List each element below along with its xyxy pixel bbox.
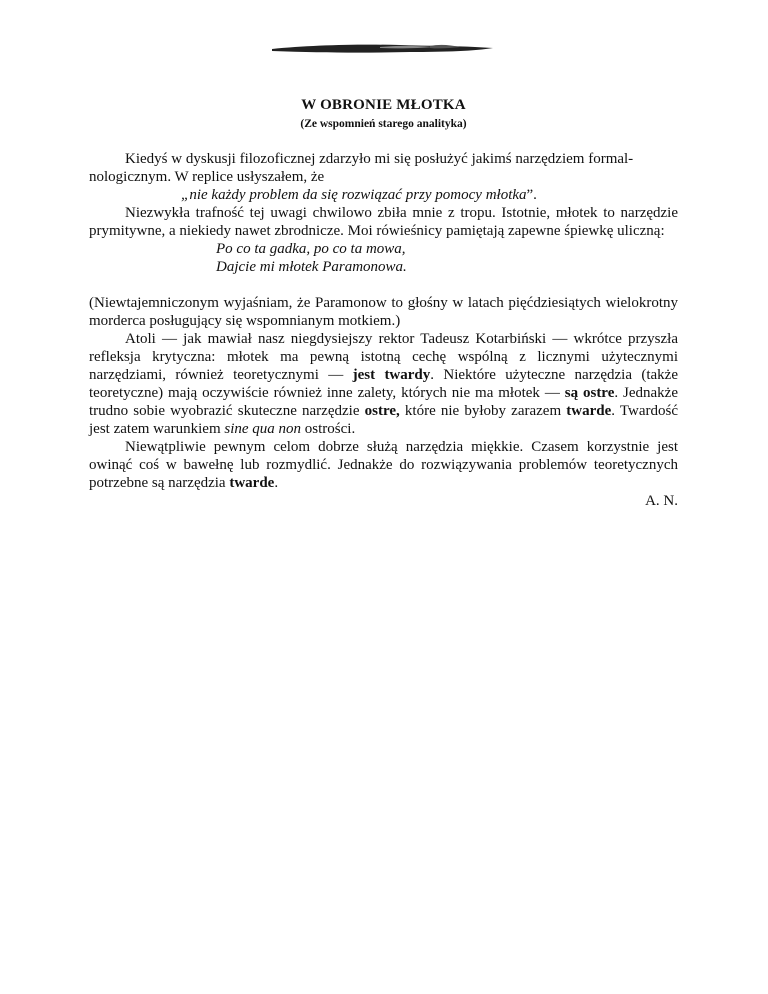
spacer: [89, 276, 678, 294]
paragraph-4-text-g: które nie byłoby zarazem: [399, 403, 567, 419]
verse-line-1: Po co ta gadka, po co ta mowa,: [216, 241, 406, 257]
paragraph-1-line-1: Kiedyś w dyskusji filozoficznej zdarzyło mi się posłużyć jakimś narzędziem formal-: [125, 151, 634, 167]
paragraph-4-text-i: . Twardość jest zatem warunkiem: [89, 403, 679, 437]
paragraph-5-text-c: .: [274, 475, 279, 491]
paragraph-3: (Niewtajemniczonym wyjaśniam, że Paramonow to głośny w latach pięćdziesiątych wielokrotny morderca posługujący się wspomnianym motkiem.): [89, 295, 678, 329]
article-title: W OBRONIE MŁOTKA: [301, 97, 466, 113]
emphasis-ostre: ostre,: [364, 403, 400, 419]
quote-text: nie każdy problem da się rozwiązać przy pomocy młotka: [189, 187, 527, 203]
paragraph-2: Niezwykła trafność tej uwagi chwilowo zbiła mnie z tropu. Istotnie, młotek to narzędzie prymitywne, a niekiedy nawet zbrodnicze. Moi rówieśnicy pamiętają zapewne śpiewkę uliczną:: [89, 205, 678, 239]
verse-line-2: Dajcie mi młotek Paramonowa.: [216, 259, 407, 275]
paragraph-5-text-a: Niewątpliwie pewnym celom dobrze służą narzędzia miękkie. Czasem korzystnie jest owinąć coś w bawełnę lub rozmydlić. Jednakże do rozwiązywania problemów teoretycznych potrzebne są narzędzia: [89, 439, 678, 491]
author-signature: A. N.: [645, 493, 678, 509]
article-body: [89, 150, 678, 510]
latin-phrase: sine qua non: [224, 421, 302, 437]
paragraph-4-text-e: . Jednakże trudno sobie wyobrazić skuteczne narzędzie: [89, 385, 678, 419]
paragraph-1-line-2: nologicznym. W replice usłyszałem, że: [89, 169, 325, 185]
emphasis-sa-ostre: są ostre: [564, 385, 615, 401]
quote-open-mark: „: [181, 187, 190, 203]
article-subtitle: (Ze wspomnień starego analityka): [300, 118, 467, 130]
quotation: [89, 186, 678, 204]
paragraph-4: [89, 330, 678, 438]
quote-close-mark: ”.: [526, 187, 537, 203]
paragraph-4-text-c: . Niektóre użyteczne narzędzia (także teoretyczne) mają oczywiście również inne zalety, których nie ma młotek —: [89, 367, 678, 401]
emphasis-twarde: twarde: [566, 403, 612, 419]
emphasis-jest-twardy: jest twardy: [352, 367, 431, 383]
paragraph-5: [89, 438, 678, 492]
decorative-pen-stroke-ornament: [270, 40, 495, 56]
paragraph-4-text-a: Atoli — jak mawiał nasz niegdysiejszy rektor Tadeusz Kotarbiński — wkrótce przyszła refleksja krytyczna: młotek ma pewną istotną cechę wspólną z licznymi użytecznymi narzędziami, również teoretycznymi —: [89, 331, 678, 383]
paragraph-4-text-k: ostrości.: [301, 421, 356, 437]
emphasis-twarde-final: twarde: [229, 475, 275, 491]
